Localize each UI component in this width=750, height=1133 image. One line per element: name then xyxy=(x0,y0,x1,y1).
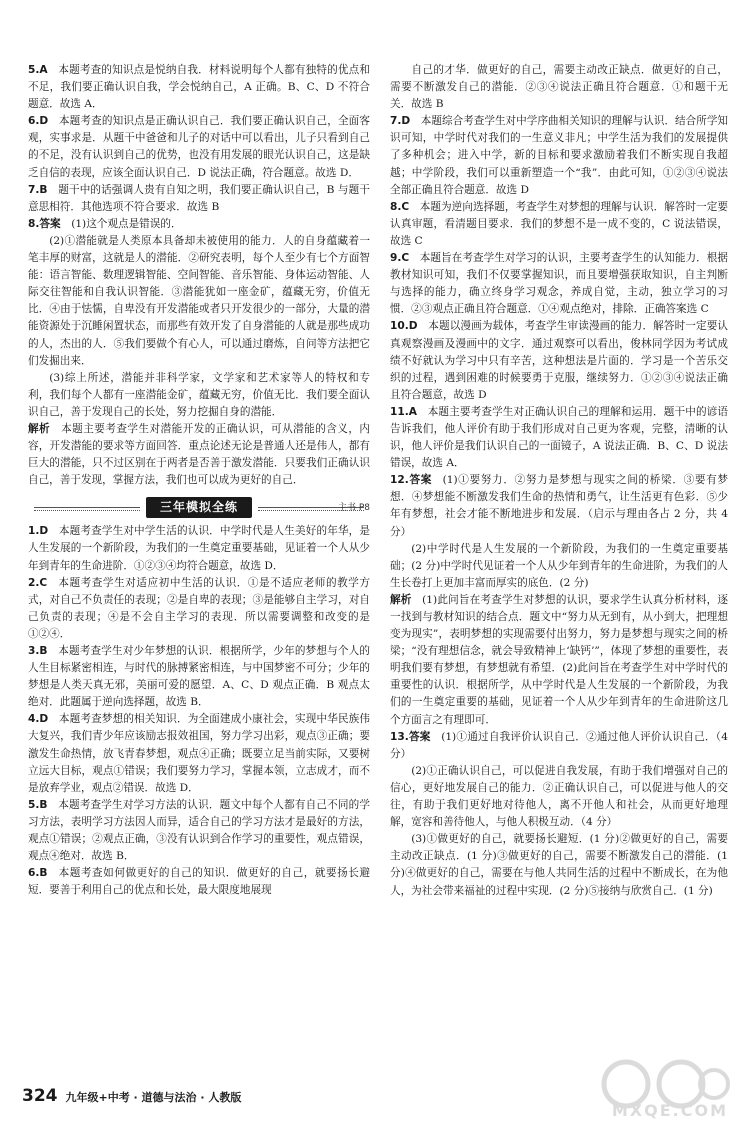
left-top-items xyxy=(28,62,370,489)
answer-text: 本题考查学生对适应初中生活的认识．①是不适应老师的教学方式，对自己不负责任的表现；②是自卑的表现；③是能够自主学习，对自己负责的表现；④是不会自主学习的表现．所以需要调整和改变的是①②④． xyxy=(28,576,370,640)
answer-text: (3)①做更好的自己，就要扬长避短．(1 分)②做更好的自己，需要主动改正缺点．(1 分)③做更好的自己，需要不断激发自己的潜能．(1 分)④做更好的自己，需要在与他人共同生活的过程中不断成长，在为他人，为社会带来福祉的过程中实现．(2 分)⑤接纳与欣赏自己．(1 分) xyxy=(390,833,728,897)
answer-text: 本题综合考查学生对中学序曲相关知识的理解与认识．结合所学知识可知，中学时代对我们的一生意义非凡；中学生活为我们的发展提供了多种机会；进入中学，新的目标和要求激励着我们不断实现自我超越；中学阶段，我们可以重新塑造一个“我”．由此可知，①②③④说法全部正确且符合题意．故选 D xyxy=(390,115,729,196)
answer-item xyxy=(390,729,728,763)
answer-text: (1)①通过自我评价认识自己．②通过他人评价认识自己．（4 分） xyxy=(390,730,728,760)
answer-item xyxy=(28,370,370,421)
answer-number: 解析 xyxy=(28,422,51,435)
section-title: 三年模拟全练 xyxy=(146,497,252,518)
answer-item xyxy=(390,592,728,729)
answer-item xyxy=(28,182,370,216)
answer-item xyxy=(28,797,370,865)
answer-number: 5.A xyxy=(28,64,48,76)
section-header xyxy=(28,497,370,517)
answer-number: 7.D xyxy=(390,115,411,128)
answer-number: 12.答案 xyxy=(390,474,432,487)
right-items xyxy=(390,62,728,900)
answer-text: 本题考查学生对学习方法的认识．题文中每个人都有自己不同的学习方法，表明学习方法因人而异，适合自己的学习方法才是最好的方法，观点①错误；②观点正确，③没有认识到合作学习的重要性，观点错误，观点④绝对．故选 B． xyxy=(28,798,370,863)
answer-text: 本题旨在考查学生对学习的认识，主要考查学生的认知能力．根据教材知识可知，我们不仅要掌握知识，而且要增强获取知识，自主判断与选择的能力，确立终身学习观念，养成自觉，主动，独立学习的习惯．②③观点正确且符合题意．①④观点绝对，排除．正确答案选 C xyxy=(390,252,728,316)
answer-text: (2)中学时代是人生发展的一个新阶段，为我们的一生奠定重要基础；(2 分)中学时代见证着一个人从少年到青年的生命进阶，为我们的人生长卷打上更加丰富而厚实的底色．(2 分) xyxy=(390,542,728,589)
answer-number: 6.B xyxy=(28,867,48,880)
answer-number: 8.答案 xyxy=(28,217,61,230)
answer-text: 本题为逆向选择题，考查学生对梦想的理解与认识．解答时一定要认真审题，看清题目要求．我们的梦想不是一成不变的，C 说法错误，故选 C xyxy=(390,200,728,247)
left-column xyxy=(28,62,370,899)
answer-number: 3.B xyxy=(28,645,48,657)
answer-item xyxy=(28,523,370,574)
answer-text: 本题考查学生对中学生活的认识．中学时代是人生美好的年华，是人生发展的一个新阶段，为我们的一生奠定重要基础，见证着一个人从少年到青年的生命进阶．①②③④均符合题意，故选 D． xyxy=(28,525,370,572)
answer-text: 本题主要考查学生对潜能开发的正确认识，可从潜能的含义，内容，开发潜能的要求等方面回答．重点论述无论是普通人还是伟人，都有巨大的潜能，只不过区别在于两者是否善于激发潜能．只要我们正确认识自己，善于发现，掌握方法，我们也可以成为更好的自己． xyxy=(28,422,370,487)
answer-number: 13.答案 xyxy=(390,730,431,743)
answer-item xyxy=(28,711,370,796)
answer-number: 7.B xyxy=(28,183,48,196)
watermark-logo xyxy=(586,1054,736,1126)
answer-item xyxy=(390,199,728,250)
answer-item xyxy=(28,865,370,899)
answer-item xyxy=(390,763,728,831)
answer-number: 8.C xyxy=(390,200,410,213)
answer-text: (1)①要努力．②努力是梦想与现实之间的桥梁．③要有梦想．④梦想能不断激发我们生命的热情和勇气，让生活更有色彩．⑤少年有梦想，社会才能不断地进步和发展．（启示与理由各占 2 分，共 4 分） xyxy=(390,474,728,538)
answer-item xyxy=(28,233,370,370)
answer-item xyxy=(390,831,728,899)
answer-number: 解析 xyxy=(390,593,412,606)
answer-item xyxy=(390,318,728,403)
answer-item xyxy=(28,643,370,711)
answer-text: 本题考查的知识点是悦纳自我．材料说明每个人都有独特的优点和不足，我们要正确认识自我，学会悦纳自己，A 正确。B、C、D 不符合题意．故选 A． xyxy=(28,64,370,111)
section-page-ref: 主书 P8 xyxy=(337,503,370,514)
answer-number: 1.D xyxy=(28,525,49,538)
answer-number: 4.D xyxy=(28,713,49,726)
answer-text: (2)①潜能就是人类原本具备却未被使用的能力．人的自身蕴藏着一笔丰厚的财富，这就是人的潜能．②研究表明，每个人至少有七个方面智能：语言智能、数理逻辑智能、空间智能、音乐智能、身体运动智能、人际交往智能和自我认识智能．③潜能犹如一座金矿，蕴藏无穷，价值无比．④由于怯懦，自卑没有开发潜能或者只开发很少的一部分，大量的潜能资源处于沉睡闲置状态，而那些有效开发了自身潜能的人就是那些成功的人，杰出的人．⑤我们要做个有心人，可以通过磨炼，自问等方法把它们发掘出来． xyxy=(28,234,370,367)
answer-text: (3)综上所述，潜能并非科学家，文学家和艺术家等人的特权和专利，我们每个人都有一座潜能金矿，蕴藏无穷，价值无比．我们要全面认识自己，善于发现自己的长处，努力挖掘自身的潜能． xyxy=(28,371,370,418)
section-rule-left xyxy=(34,507,140,508)
answer-text: 本题考查学生对少年梦想的认识．根据所学，少年的梦想与个人的人生目标紧密相连，与时代的脉搏紧密相连，与中国梦密不可分；少年的梦想是人类天真无邪，美丽可爱的愿望．A、C、D 观点正确．B 观点太绝对．此题属于逆向选择题，故选 B． xyxy=(28,645,370,709)
answer-item xyxy=(390,472,728,540)
answer-text: 本题考查的知识点是正确认识自己．我们要正确认识自己，全面客观，实事求是．从题干中爸爸和儿子的对话中可以看出，儿子只看到自己的不足，没有认识到自己的优势，也没有用发展的眼光认识自己，这是缺乏自信的表现，应该全面认识自己．D 说法正确，符合题意。故选 D． xyxy=(28,115,370,179)
answer-text: 自己的才华．做更好的自己，需要主动改正缺点．做更好的自己，需要不断激发自己的潜能．②③④说法正确且符合题意．①和题干无关．故选 B xyxy=(390,64,728,111)
watermark-text: MXQE.COM xyxy=(611,1101,728,1120)
answer-text: (1)这个观点是错误的． xyxy=(71,217,182,230)
page-footer xyxy=(22,1086,241,1106)
answer-text: (1)此问旨在考查学生对梦想的认识，要求学生认真分析材料，逐一找到与教材知识的结合点．题文中“努力从无到有，从小到大，把理想变为现实”，表明梦想的实现需要付出努力，努力是梦想与现实之间的桥梁；“没有理想信念，就会导致精神上‘缺钙’”，体现了梦想的重要性，表明我们要有梦想，有梦想就有希望．(2)此问旨在考查学生对中学时代的重要性的认识．根据所学，从中学时代是人生发展的一个新阶段，为我们的一生奠定重要的基础，见证着一个人从少年到青年的生命进阶这几个方面言之有理即可． xyxy=(390,593,728,726)
answer-text: 本题考查如何做更好的自己的知识．做更好的自己，就要扬长避短．要善于利用自己的优点和长处，最大限度地展现 xyxy=(28,867,370,897)
answer-text: (2)①正确认识自己，可以促进自我发展，有助于我们增强对自己的信心，更好地发展自己的能力．②正确认识自己，可以促进与他人的交往，有助于我们更好地对待他人，离不开他人和社会，从而更好地理解，宽容和善待他人，与他人积极互动．（4 分） xyxy=(390,764,728,829)
answer-item xyxy=(28,62,370,113)
answer-item xyxy=(390,250,728,318)
answer-text: 本题主要考查学生对正确认识自己的理解和运用．题干中的谚语告诉我们，他人评价有助于我们形成对自己更为客观，完整，清晰的认识，他人评价是我们认识自己的一面镜子，A 说法正确．B、C、D 说法错误，故选 A． xyxy=(390,405,728,470)
answer-item xyxy=(390,541,728,592)
page-number: 324 xyxy=(22,1086,58,1106)
answer-item xyxy=(390,404,728,472)
answer-number: 9.C xyxy=(390,252,410,265)
answer-number: 11.A xyxy=(390,405,417,418)
answer-item xyxy=(28,113,370,181)
answer-number: 6.D xyxy=(28,115,49,128)
left-bottom-items xyxy=(28,523,370,899)
answer-item xyxy=(390,113,728,198)
answer-item xyxy=(28,575,370,643)
answer-number: 2.C xyxy=(28,576,48,589)
book-title: 九年级+中考 · 道德与法治 · 人教版 xyxy=(65,1091,242,1104)
answer-text: 题干中的话强调人贵有自知之明，我们要正确认识自己，B 与题干意思相符．其他选项不符合要求．故选 B xyxy=(28,183,370,213)
answer-item xyxy=(390,62,728,113)
section-ref-page: P8 xyxy=(358,503,370,514)
answer-text: 本题以漫画为载体，考查学生审读漫画的能力．解答时一定要认真观察漫画及漫画中的文字．通过观察可以看出，俊林同学因为考试成绩不好就认为学习中只有辛苦，这种想法是片面的．学习是一个苦乐交织的过程，遇到困难的时候要勇于克服，继续努力．①②③④说法正确且符合题意，故选 D xyxy=(390,320,728,401)
answer-item xyxy=(28,421,370,489)
answer-number: 10.D xyxy=(390,320,418,333)
answer-item xyxy=(28,216,370,233)
answer-number: 5.B xyxy=(28,798,48,811)
answer-text: 本题考查梦想的相关知识．为全面建成小康社会，实现中华民族伟大复兴，我们青少年应该励志报效祖国，努力学习出彩，观点③正确；要激发生命热情，放飞青春梦想，观点④正确；既要立足当前实际，又要树立远大目标，观点①错误；我们要努力学习，掌握本领，立志成才，而不是放弃学业，观点②错误．故选 D． xyxy=(28,713,370,794)
right-column xyxy=(390,62,728,900)
